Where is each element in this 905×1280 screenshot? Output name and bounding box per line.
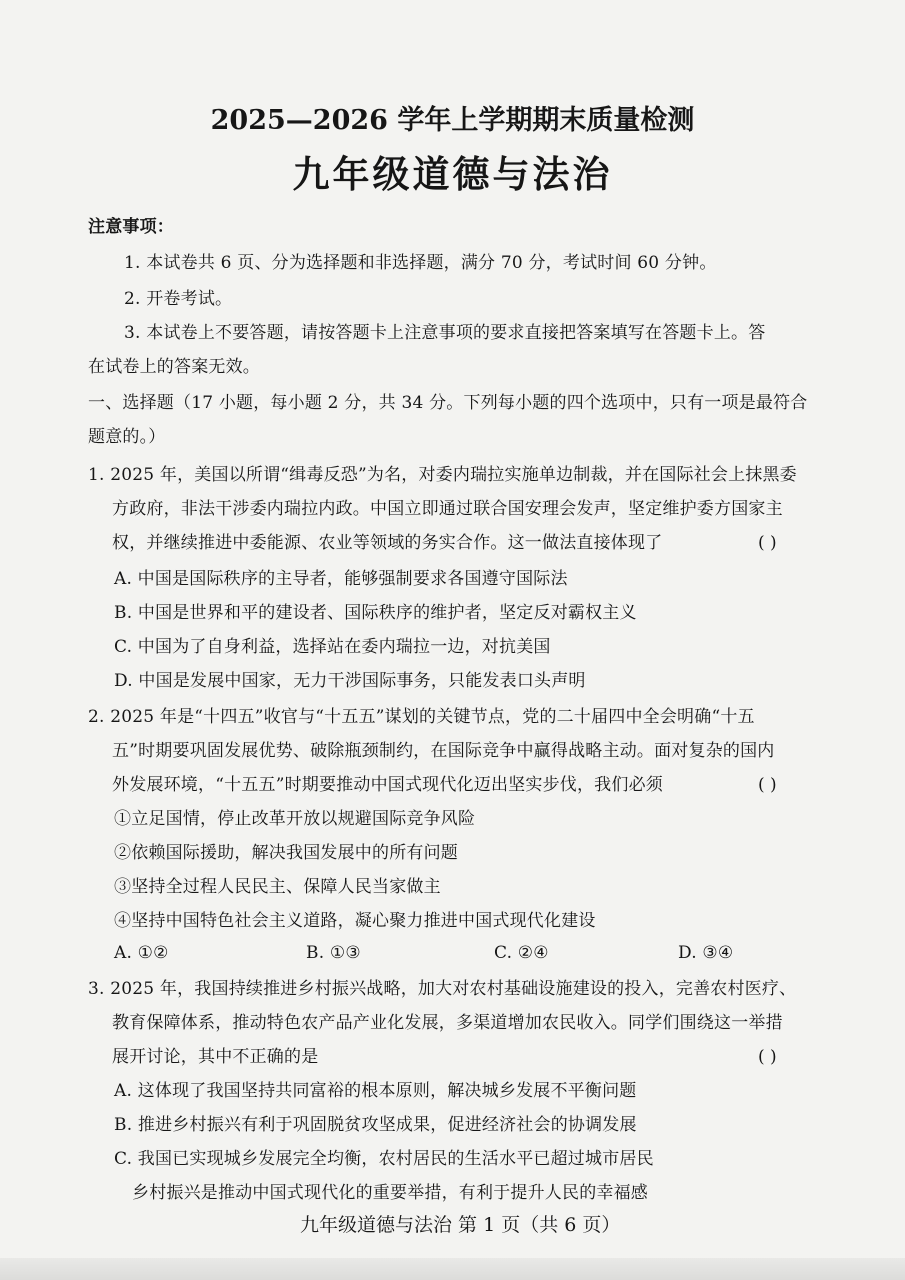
- question-2-stem: 2. 2025 年是“十四五”收官与“十五五”谋划的关键节点，党的二十届四中全会明确“十五: [88, 707, 755, 727]
- question-1-option-a: A. 中国是国际秩序的主导者，能够强制要求各国遵守国际法: [114, 569, 568, 589]
- page-bottom-edge: [0, 1258, 905, 1280]
- question-2-statement-1: ①立足国情，停止改革开放以规避国际竞争风险: [114, 809, 476, 829]
- notes-heading: 注意事项：: [88, 217, 174, 237]
- question-1-stem: 权，并继续推进中委能源、农业等领域的务实合作。这一做法直接体现了: [112, 533, 663, 553]
- question-1-stem: 方政府，非法干涉委内瑞拉内政。中国立即通过联合国安理会发声，坚定维护委方国家主: [112, 499, 783, 519]
- notes-item: 2. 开卷考试。: [124, 289, 233, 309]
- question-2-statement-4: ④坚持中国特色社会主义道路，凝心聚力推进中国式现代化建设: [114, 911, 596, 931]
- exam-title: 2025—2026 学年上学期期末质量检测: [210, 105, 695, 136]
- question-2-statement-3: ③坚持全过程人民民主、保障人民当家做主: [114, 877, 441, 897]
- answer-bracket: ( ): [758, 533, 777, 553]
- question-2-stem: 五”时期要巩固发展优势、破除瓶颈制约，在国际竞争中赢得战略主动。面对复杂的国内: [112, 741, 775, 761]
- notes-item: 3. 本试卷上不要答题，请按答题卡上注意事项的要求直接把答案填写在答题卡上。答: [124, 323, 766, 343]
- question-1-option-b: B. 中国是世界和平的建设者、国际秩序的维护者，坚定反对霸权主义: [114, 603, 637, 623]
- question-1-option-c: C. 中国为了自身利益，选择站在委内瑞拉一边，对抗美国: [114, 637, 551, 657]
- question-3-stem: 展开讨论，其中不正确的是: [112, 1047, 319, 1067]
- question-2-stem: 外发展环境，“十五五”时期要推动中国式现代化迈出坚实步伐，我们必须: [112, 775, 663, 795]
- question-3-stem: 教育保障体系，推动特色农产品产业化发展，多渠道增加农民收入。同学们围绕这一举措: [112, 1013, 783, 1033]
- answer-bracket: ( ): [758, 1047, 777, 1067]
- question-3-option-c: C. 我国已实现城乡发展完全均衡，农村居民的生活水平已超过城市居民: [114, 1149, 654, 1169]
- question-3-stem: 3. 2025 年，我国持续推进乡村振兴战略，加大对农村基础设施建设的投入，完善农村医疗、: [88, 979, 797, 999]
- section-heading: 一、选择题（17 小题，每小题 2 分，共 34 分。下列每小题的四个选项中，只有一项是最符合: [88, 393, 808, 413]
- question-2-option-c: C. ②④: [494, 943, 549, 963]
- answer-bracket: ( ): [758, 775, 777, 795]
- question-2-option-b: B. ①③: [306, 943, 361, 963]
- question-1-option-d: D. 中国是发展中国家，无力干涉国际事务，只能发表口头声明: [114, 671, 586, 691]
- question-2-statement-2: ②依赖国际援助，解决我国发展中的所有问题: [114, 843, 458, 863]
- notes-item: 1. 本试卷共 6 页、分为选择题和非选择题，满分 70 分，考试时间 60 分钟。: [124, 253, 717, 273]
- question-3-option-b: B. 推进乡村振兴有利于巩固脱贫攻坚成果，促进经济社会的协调发展: [114, 1115, 637, 1135]
- notes-item: 在试卷上的答案无效。: [88, 357, 260, 377]
- question-1-stem: 1. 2025 年，美国以所谓“缉毒反恐”为名，对委内瑞拉实施单边制裁，并在国际社会上抹黑委: [88, 465, 797, 485]
- section-heading: 题意的。）: [88, 427, 166, 447]
- question-2-option-a: A. ①②: [114, 943, 169, 963]
- question-3-option-d: 乡村振兴是推动中国式现代化的重要举措，有利于提升人民的幸福感: [132, 1183, 648, 1203]
- question-3-option-a: A. 这体现了我国坚持共同富裕的根本原则，解决城乡发展不平衡问题: [114, 1081, 637, 1101]
- question-2-option-d: D. ③④: [678, 943, 734, 963]
- page-footer: 九年级道德与法治 第 1 页（共 6 页）: [300, 1214, 621, 1236]
- subject-title: 九年级道德与法治: [292, 152, 613, 196]
